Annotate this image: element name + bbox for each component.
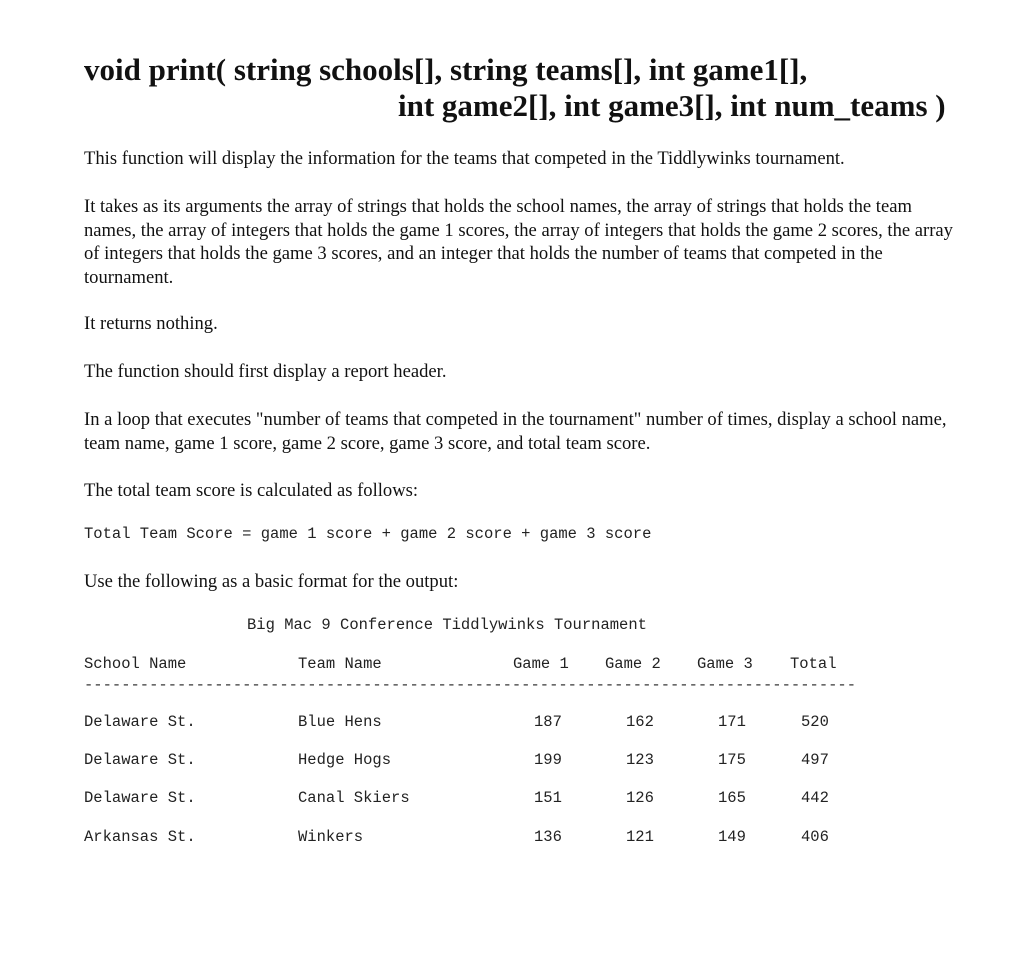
game1-score-cell: 136 bbox=[534, 828, 562, 846]
column-header-game2: Game 2 bbox=[605, 655, 661, 673]
game2-score-cell: 126 bbox=[626, 789, 654, 807]
team-name-cell: Blue Hens bbox=[298, 713, 382, 731]
game1-score-cell: 151 bbox=[534, 789, 562, 807]
game3-score-cell: 149 bbox=[718, 828, 746, 846]
header-note-paragraph: The function should first display a report header. bbox=[84, 361, 447, 382]
table-row bbox=[84, 789, 844, 809]
team-name-cell: Canal Skiers bbox=[298, 789, 410, 807]
game3-score-cell: 171 bbox=[718, 713, 746, 731]
function-signature bbox=[84, 52, 964, 124]
game2-score-cell: 123 bbox=[626, 751, 654, 769]
total-intro-paragraph: The total team score is calculated as follows: bbox=[84, 480, 419, 501]
column-header-team: Team Name bbox=[298, 655, 382, 673]
loop-paragraph: In a loop that executes "number of teams that competed in the tournament" number of times, display a school name, team name, game 1 score, game 2 score, game 3 score, and total team score. bbox=[84, 409, 947, 454]
game2-score-cell: 121 bbox=[626, 828, 654, 846]
signature-line-1: void print( string schools[], string teams[], int game1[], bbox=[84, 52, 808, 87]
report-title: Big Mac 9 Conference Tiddlywinks Tournament bbox=[247, 616, 647, 634]
returns-paragraph: It returns nothing. bbox=[84, 313, 218, 334]
total-score-cell: 497 bbox=[801, 751, 829, 769]
column-header-game1: Game 1 bbox=[513, 655, 569, 673]
arguments-paragraph: It takes as its arguments the array of strings that holds the school names, the array of strings that holds the team names, the array of integers that holds the game 1 scores, the array of integers that holds the game 2 scores, the array of integers that holds the game 3 scores, and an integer that holds the number of teams that competed in the tournament. bbox=[84, 196, 953, 288]
game1-score-cell: 199 bbox=[534, 751, 562, 769]
table-row bbox=[84, 751, 844, 771]
game2-score-cell: 162 bbox=[626, 713, 654, 731]
report-header-row bbox=[84, 655, 844, 675]
total-score-cell: 406 bbox=[801, 828, 829, 846]
game3-score-cell: 175 bbox=[718, 751, 746, 769]
format-intro-paragraph: Use the following as a basic format for the output: bbox=[84, 571, 459, 592]
school-name-cell: Arkansas St. bbox=[84, 828, 196, 846]
intro-paragraph: This function will display the information for the teams that competed in the Tiddlywinks tournament. bbox=[84, 148, 845, 169]
column-header-game3: Game 3 bbox=[697, 655, 753, 673]
column-header-school: School Name bbox=[84, 655, 187, 673]
team-name-cell: Winkers bbox=[298, 828, 364, 846]
total-score-formula: Total Team Score = game 1 score + game 2 score + game 3 score bbox=[84, 525, 652, 543]
game1-score-cell: 187 bbox=[534, 713, 562, 731]
signature-line-2: int game2[], int game3[], int num_teams ) bbox=[398, 88, 946, 123]
school-name-cell: Delaware St. bbox=[84, 713, 196, 731]
table-row bbox=[84, 828, 844, 848]
total-score-cell: 520 bbox=[801, 713, 829, 731]
header-separator: ----------------------------------------------------------------------------------- bbox=[84, 676, 857, 694]
column-header-total: Total bbox=[790, 655, 837, 673]
table-row bbox=[84, 713, 844, 733]
school-name-cell: Delaware St. bbox=[84, 751, 196, 769]
total-score-cell: 442 bbox=[801, 789, 829, 807]
team-name-cell: Hedge Hogs bbox=[298, 751, 392, 769]
game3-score-cell: 165 bbox=[718, 789, 746, 807]
school-name-cell: Delaware St. bbox=[84, 789, 196, 807]
